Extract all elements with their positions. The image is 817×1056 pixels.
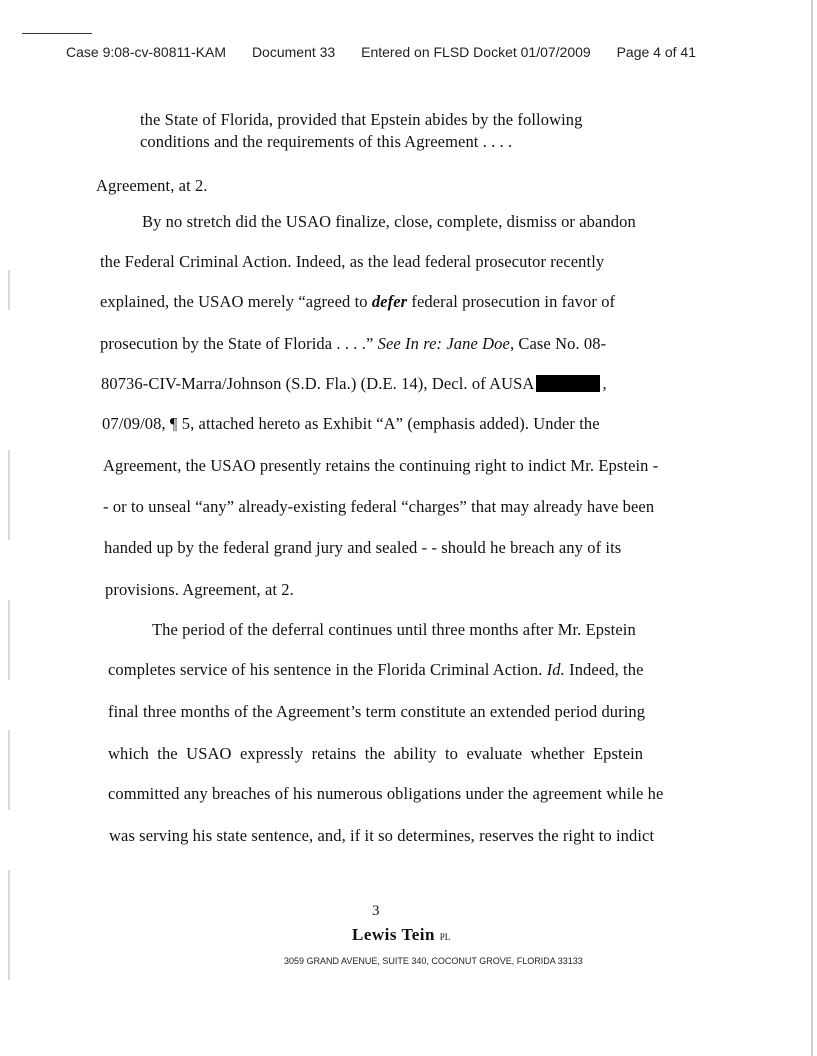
- docket-entry: Entered on FLSD Docket 01/07/2009: [361, 44, 591, 60]
- paragraph-line: - or to unseal “any” already-existing federal “charges” that may already have been: [103, 497, 655, 516]
- case-number: Case 9:08-cv-80811-KAM: [66, 44, 227, 60]
- text-segment: , Case No. 08-: [509, 334, 607, 353]
- paragraph-line: final three months of the Agreement’s term constitute an extended period during: [108, 702, 646, 721]
- paragraph-line: the Federal Criminal Action. Indeed, as the lead federal prosecutor recently: [100, 252, 605, 271]
- scan-edge: [811, 0, 813, 1056]
- paragraph-line: handed up by the federal grand jury and sealed - - should he breach any of its: [104, 538, 622, 557]
- paragraph-line: [100, 334, 606, 354]
- docket-header: [66, 44, 696, 60]
- quote-line: the State of Florida, provided that Epstein abides by the following: [140, 110, 583, 129]
- text-segment: Indeed, the: [564, 660, 644, 679]
- paragraph-line: provisions. Agreement, at 2.: [105, 580, 294, 599]
- citation: Agreement, at 2.: [96, 176, 208, 195]
- text-segment: explained, the USAO merely “agreed to: [100, 292, 372, 311]
- paragraph-line: [100, 292, 615, 312]
- paragraph-line: committed any breaches of his numerous obligations under the agreement while he: [108, 784, 664, 803]
- scan-mark: [8, 730, 10, 810]
- scan-mark: [8, 450, 10, 540]
- firm-name: Lewis Tein: [352, 925, 435, 944]
- text-segment: completes service of his sentence in the Florida Criminal Action.: [108, 660, 547, 679]
- paragraph-line: [108, 660, 644, 680]
- emphasis: defer: [371, 292, 408, 311]
- top-rule: [22, 33, 92, 34]
- paragraph-line: Agreement, the USAO presently retains the continuing right to indict Mr. Epstein -: [103, 456, 659, 475]
- firm-suffix: PL: [439, 932, 451, 942]
- scan-mark: [8, 270, 10, 310]
- firm-address: 3059 GRAND AVENUE, SUITE 340, COCONUT GROVE, FLORIDA 33133: [284, 956, 583, 966]
- page-number: 3: [372, 903, 380, 919]
- text-segment: 80736-CIV-Marra/Johnson (S.D. Fla.) (D.E. 14), Decl. of AUSA: [101, 374, 535, 393]
- case-citation: See In re: Jane Doe: [377, 334, 510, 353]
- page-indicator: Page 4 of 41: [616, 44, 696, 60]
- text-segment: ,: [602, 374, 607, 393]
- paragraph-line: which the USAO expressly retains the ability to evaluate whether Epstein: [108, 744, 644, 763]
- paragraph-line: was serving his state sentence, and, if it so determines, reserves the right to indict: [109, 826, 655, 845]
- scan-mark: [8, 870, 10, 980]
- paragraph-line: The period of the deferral continues until three months after Mr. Epstein: [152, 620, 636, 639]
- scan-mark: [8, 600, 10, 680]
- document-number: Document 33: [251, 44, 336, 60]
- quote-line: conditions and the requirements of this Agreement . . . .: [140, 132, 513, 151]
- text-segment: federal prosecution in favor of: [407, 292, 616, 311]
- firm-logo: [352, 925, 450, 945]
- paragraph-line: By no stretch did the USAO finalize, close, complete, dismiss or abandon: [142, 212, 636, 231]
- text-segment: prosecution by the State of Florida . . . .”: [100, 334, 378, 353]
- paragraph-line: [101, 374, 607, 394]
- paragraph-line: 07/09/08, ¶ 5, attached hereto as Exhibit “A” (emphasis added). Under the: [102, 414, 600, 433]
- redaction-block: [536, 375, 600, 392]
- id-citation: Id.: [546, 660, 565, 679]
